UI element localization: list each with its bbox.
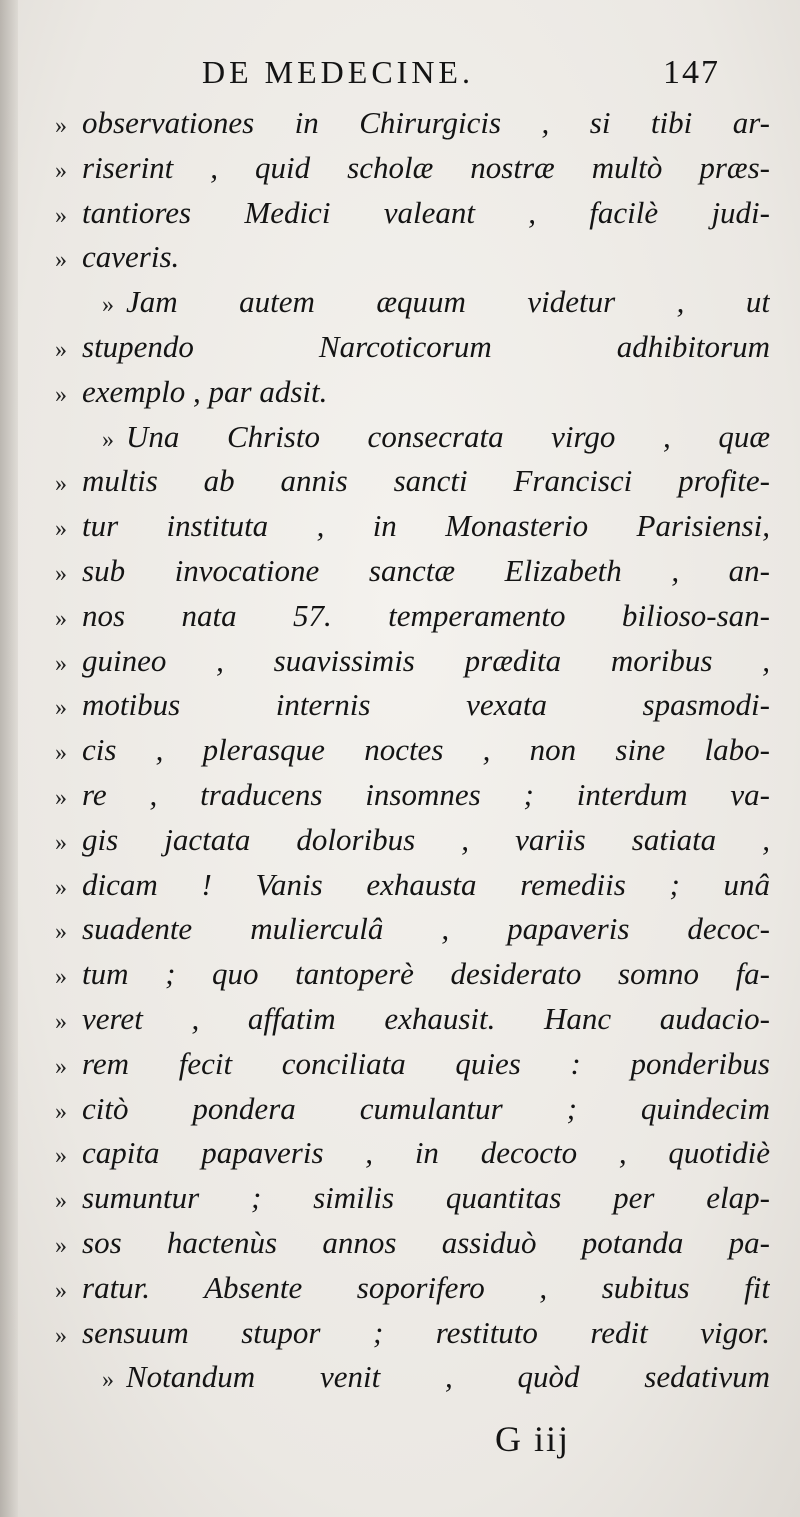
quotation-mark: » [55, 1188, 67, 1215]
text-line [40, 1359, 770, 1404]
line-text: cis , plerasque noctes , non sine labo- [82, 732, 770, 768]
quotation-mark: » [55, 964, 67, 991]
text-line [40, 687, 770, 732]
line-text: sumuntur ; similis quantitas per elap- [82, 1180, 770, 1216]
quotation-mark: » [55, 874, 67, 901]
line-text: Una Christo consecrata virgo , quæ [126, 418, 770, 454]
line-text: riserint , quid scholæ nostræ multò præs- [82, 149, 770, 185]
line-text: Jam autem æquum videtur , ut [126, 284, 770, 320]
text-line [40, 1315, 770, 1360]
quotation-mark: » [55, 1008, 67, 1035]
text-line [40, 777, 770, 822]
line-text: re , traducens insomnes ; interdum va- [82, 776, 770, 812]
page-number: 147 [663, 54, 720, 91]
text-line [40, 1135, 770, 1180]
quotation-mark: » [102, 426, 114, 453]
text-line [40, 150, 770, 195]
text-line [40, 553, 770, 598]
quotation-mark: » [55, 740, 67, 767]
text-line [40, 105, 770, 150]
text-line [40, 195, 770, 240]
quotation-mark: » [55, 202, 67, 229]
line-text: citò pondera cumulantur ; quindecim [82, 1090, 770, 1126]
text-line [40, 508, 770, 553]
quotation-mark: » [55, 1322, 67, 1349]
text-line [40, 822, 770, 867]
body-text [40, 105, 770, 1404]
quotation-mark: » [55, 695, 67, 722]
quotation-mark: » [55, 1098, 67, 1125]
quotation-mark: » [55, 1232, 67, 1259]
line-text: nos nata 57. temperamento bilioso-san- [82, 597, 770, 633]
quotation-mark: » [102, 1367, 114, 1394]
text-line [40, 1270, 770, 1315]
page-gutter-shadow [0, 0, 18, 1517]
line-text: stupendo Narcoticorum adhibitorum [82, 328, 770, 364]
line-text: capita papaveris , in decocto , quotidiè [82, 1135, 770, 1171]
text-line [40, 374, 770, 419]
line-text: veret , affatim exhausit. Hanc audacio- [82, 1000, 770, 1036]
text-line [40, 1001, 770, 1046]
text-line [40, 643, 770, 688]
text-line [40, 1091, 770, 1136]
running-head [190, 54, 750, 102]
text-line [40, 419, 770, 464]
text-line [40, 1046, 770, 1091]
line-text: caveris. [82, 239, 180, 275]
text-line [40, 329, 770, 374]
quotation-mark: » [55, 784, 67, 811]
line-text: exemplo , par adsit. [82, 373, 328, 409]
text-line [40, 1180, 770, 1225]
text-line [40, 911, 770, 956]
line-text: multis ab annis sancti Francisci profite- [82, 463, 770, 499]
text-line [40, 284, 770, 329]
line-text: sos hactenùs annos assiduò potanda pa- [82, 1224, 770, 1260]
line-text: motibus internis vexata spasmodi- [82, 687, 770, 723]
quotation-mark: » [55, 1277, 67, 1304]
line-text: gis jactata doloribus , variis satiata , [82, 821, 770, 857]
line-text: Notandum venit , quòd sedativum [126, 1359, 770, 1395]
quotation-mark: » [102, 292, 114, 319]
text-line [40, 598, 770, 643]
line-text: tum ; quo tantoperè desiderato somno fa- [82, 956, 770, 992]
quotation-mark: » [55, 1053, 67, 1080]
quotation-mark: » [55, 829, 67, 856]
running-title: DE MEDECINE. [202, 54, 474, 90]
line-text: tantiores Medici valeant , facilè judi- [82, 194, 770, 230]
quotation-mark: » [55, 650, 67, 677]
text-line [40, 732, 770, 777]
quotation-mark: » [55, 157, 67, 184]
quotation-mark: » [55, 605, 67, 632]
quotation-mark: » [55, 1143, 67, 1170]
quotation-mark: » [55, 516, 67, 543]
line-text: sub invocatione sanctæ Elizabeth , an- [82, 552, 770, 588]
line-text: observationes in Chirurgicis , si tibi ar- [82, 105, 770, 140]
quotation-mark: » [55, 560, 67, 587]
signature-mark: G iij [495, 1419, 571, 1459]
quotation-mark: » [55, 247, 67, 274]
quotation-mark: » [55, 381, 67, 408]
quotation-mark: » [55, 471, 67, 498]
text-line [40, 463, 770, 508]
line-text: suadente mulierculâ , papaveris decoc- [82, 911, 770, 947]
line-text: tur instituta , in Monasterio Parisiensi, [82, 508, 770, 544]
text-line [40, 239, 770, 284]
line-text: rem fecit conciliata quies : ponderibus [82, 1045, 770, 1081]
text-line [40, 1225, 770, 1270]
quotation-mark: » [55, 919, 67, 946]
quotation-mark: » [55, 336, 67, 363]
line-text: sensuum stupor ; restituto redit vigor. [82, 1314, 770, 1350]
text-line [40, 956, 770, 1001]
line-text: ratur. Absente soporifero , subitus fit [82, 1269, 770, 1305]
line-text: guineo , suavissimis prædita moribus , [82, 642, 770, 678]
line-text: dicam ! Vanis exhausta remediis ; unâ [82, 866, 770, 902]
text-line [40, 867, 770, 912]
quotation-mark: » [55, 113, 67, 139]
